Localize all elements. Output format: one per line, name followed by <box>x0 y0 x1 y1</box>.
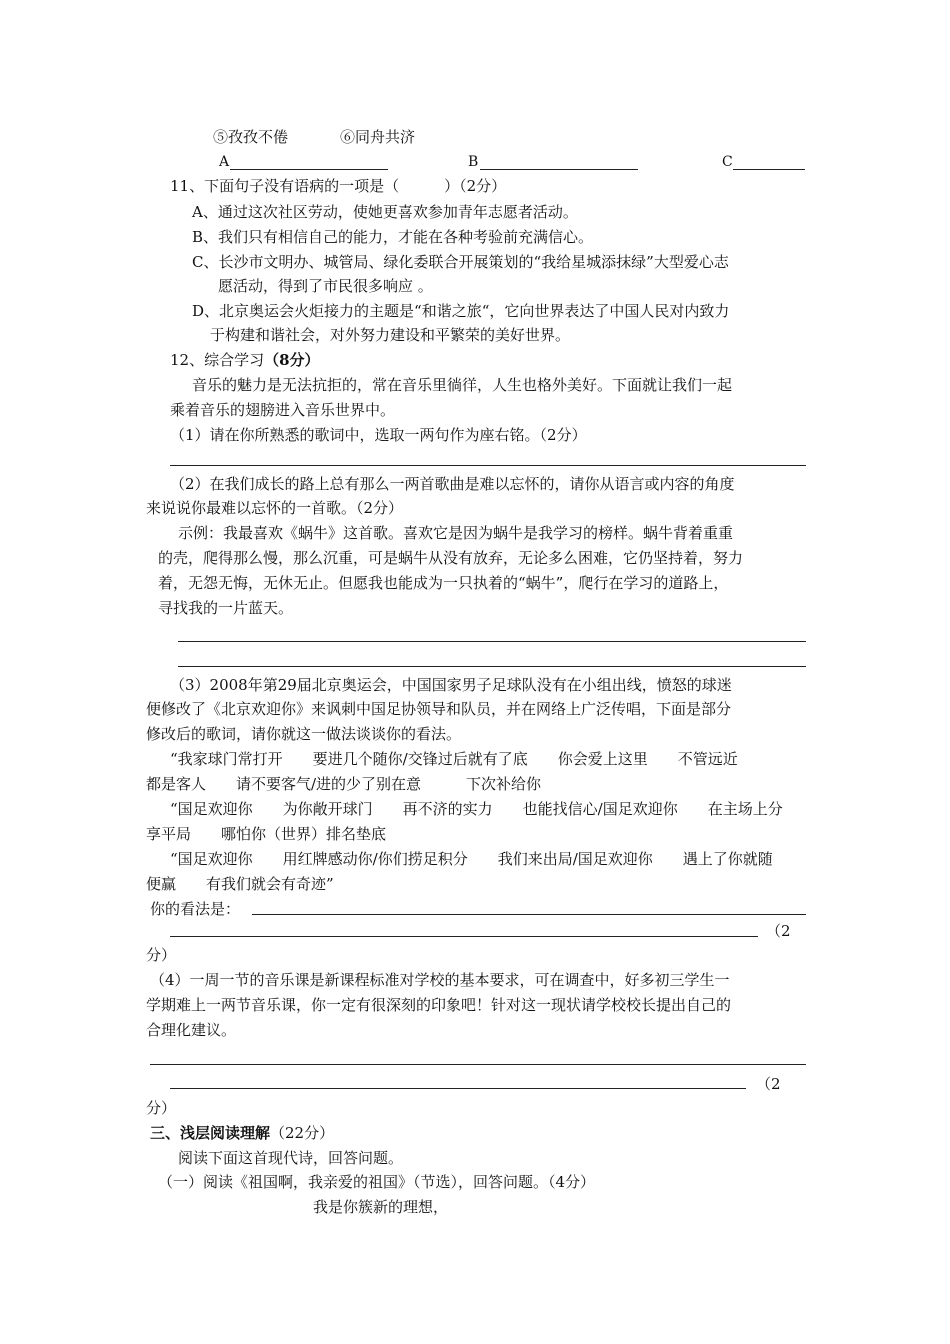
blank-a-label: A <box>219 154 230 170</box>
section3-intro: 阅读下面这首现代诗，回答问题。 <box>178 1149 404 1167</box>
part4-score-open: （2 <box>756 1075 781 1093</box>
q12-part3-line3: 修改后的歌词，请你就这一做法谈谈你的看法。 <box>146 725 462 743</box>
example-line4: 寻找我的一片蓝天。 <box>158 599 294 617</box>
q12-title: 12、综合学习 <box>170 351 265 369</box>
example-line3: 着，无怨无悔，无休无止。但愿我也能成为一只执着的“蜗牛”，爬行在学习的道路上， <box>158 574 729 592</box>
q12-title-row <box>170 350 320 370</box>
blank-c-line[interactable] <box>733 169 805 170</box>
q11-option-b: B、我们只有相信自己的能力，才能在各种考验前充满信心。 <box>192 228 594 246</box>
section3-score: （22分） <box>270 1124 335 1142</box>
blank-c-label: C <box>722 154 733 170</box>
q11-option-d-line2: 于构建和谐社会，对外努力建设和平繁荣的美好世界。 <box>210 326 571 344</box>
poem-line1: 我是你簇新的理想， <box>313 1198 449 1216</box>
blank-b-label: B <box>468 154 479 170</box>
q11-stem: 11、下面句子没有语病的一项是（ ）（2分） <box>170 177 507 195</box>
example-line2: 的壳，爬得那么慢，那么沉重，可是蜗牛从没有放弃，无论多么困难，它仍坚持着，努力 <box>158 549 744 567</box>
lyric3-line2: 便赢 有我们就会有奇迹” <box>146 875 334 893</box>
blank-a-line[interactable] <box>230 169 388 170</box>
q12-part2-answer-line2[interactable] <box>178 666 806 667</box>
blank-b-line[interactable] <box>480 169 638 170</box>
lyric3-line1: “国足欢迎你 用红牌感动你/你们捞足积分 我们来出局/国足欢迎你 遇上了你就随 <box>170 850 773 868</box>
q12-part4-line3: 合理化建议。 <box>146 1021 237 1039</box>
q12-intro-line2: 乘着音乐的翅膀进入音乐世界中。 <box>170 401 396 419</box>
view-answer-line2[interactable] <box>170 936 758 937</box>
lyric1-line1: “我家球门常打开 要进几个随你/交锋过后就有了底 你会爱上这里 不管远近 <box>170 750 738 768</box>
q12-part3-line2: 便修改了《北京欢迎你》来讽刺中国足协领导和队员，并在网络上广泛传唱，下面是部分 <box>146 700 732 718</box>
section3-title-row <box>150 1123 334 1143</box>
q12-part1: （1）请在你所熟悉的歌词中，选取一两句作为座右铭。（2分） <box>170 426 587 444</box>
q12-intro-line1: 音乐的魅力是无法抗拒的，常在音乐里徜徉，人生也格外美好。下面就让我们一起 <box>192 376 733 394</box>
q11-option-c-line2: 愿活动，得到了市民很多响应 。 <box>218 277 433 295</box>
part3-score-close: 分） <box>146 946 177 964</box>
lyric2-line1: “国足欢迎你 为你敞开球门 再不济的实力 也能找信心/国足欢迎你 在主场上分 <box>170 800 783 818</box>
section3-sub1: （一）阅读《祖国啊，我亲爱的祖国》（节选），回答问题。（4分） <box>158 1173 596 1191</box>
q12-part2-answer-line1[interactable] <box>178 641 806 642</box>
q12-part4-line1: （4）一周一节的音乐课是新课程标准对学校的基本要求，可在调查中，好多初三学生一 <box>150 971 730 989</box>
lyric1-line2: 都是客人 请不要客气/进的少了别在意 下次补给你 <box>146 775 542 793</box>
example-line1: 示例：我最喜欢《蜗牛》这首歌。喜欢它是因为蜗牛是我学习的榜样。蜗牛背着重重 <box>178 524 734 542</box>
part3-score-open: （2 <box>766 922 791 940</box>
part4-score-close: 分） <box>146 1099 177 1117</box>
q12-part2-line1: （2）在我们成长的路上总有那么一两首歌曲是难以忘怀的，请你从语言或内容的角度 <box>170 475 735 493</box>
view-label: 你的看法是： <box>150 900 241 918</box>
part4-answer-line1[interactable] <box>150 1064 806 1065</box>
q12-part4-line2: 学期难上一两节音乐课，你一定有很深刻的印象吧！针对这一现状请学校校长提出自己的 <box>146 996 732 1014</box>
lyric2-line2: 享平局 哪怕你（世界）排名垫底 <box>146 825 387 843</box>
q11-option-d-line1: D、北京奥运会火炬接力的主题是“和谐之旅“，它向世界表达了中国人民对内致力 <box>192 302 730 320</box>
q12-score: （8分） <box>264 351 320 369</box>
part4-answer-line2[interactable] <box>170 1088 746 1089</box>
q12-part1-answer-line[interactable] <box>170 465 806 466</box>
section3-title: 三、浅层阅读理解 <box>150 1124 271 1142</box>
q11-option-a: A、通过这次社区劳动，使她更喜欢参加青年志愿者活动。 <box>192 203 578 221</box>
q11-option-c-line1: C、长沙市文明办、城管局、绿化委联合开展策划的“我给星城添抹绿”大型爱心志 <box>192 253 729 271</box>
option-6: ⑥同舟共济 <box>340 128 416 146</box>
view-answer-line1[interactable] <box>252 914 806 915</box>
q12-part2-line2: 来说说你最难以忘怀的一首歌。（2分） <box>146 499 404 517</box>
option-5: ⑤孜孜不倦 <box>213 128 289 146</box>
q12-part3-line1: （3）2008年第29届北京奥运会，中国国家男子足球队没有在小组出线，愤怒的球迷 <box>170 676 732 694</box>
